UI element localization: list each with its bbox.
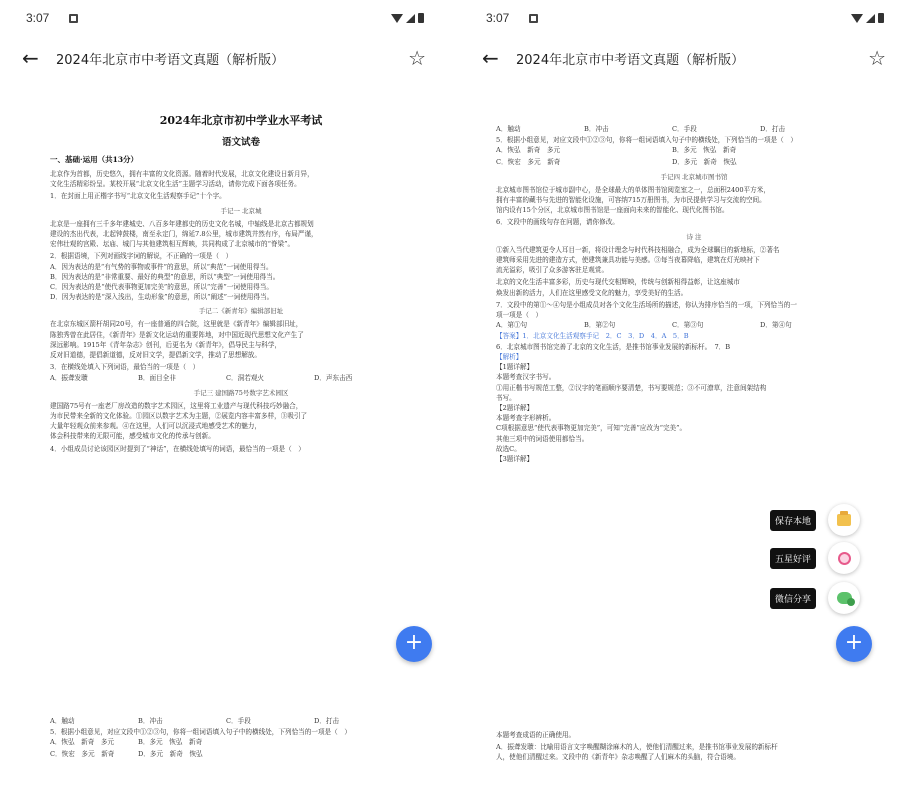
five-star-circle[interactable] (828, 542, 860, 574)
analysis-line: ①用正楷书写规范工整，②汉字的笔画顺序要清楚，书写要规范；③不可潦草，注意间架结构 (496, 383, 767, 392)
option: D．打击 (760, 125, 786, 133)
question-7-cont: 项一项是（ ） (496, 311, 543, 320)
note-line: 北京是一座拥有三千多年建城史、八百多年建都史的历史文化名城，中轴线是北京古都规划 (50, 219, 314, 228)
option: D．打击 (314, 717, 340, 725)
question-6: 6．文段中的画线句存在问题，请你修改。 (496, 218, 619, 227)
note-line: 建国路75号有一座老厂房改造的数字艺术园区，这里将工业遗产与现代科技巧妙融合， (50, 401, 303, 410)
app-bar (0, 40, 440, 76)
question-7: 7．文段中的第①～④句是小组成员对各个文化生活场所的描述，你认为排序恰当的一项，下列恰当的一 (496, 300, 797, 309)
options-row (496, 145, 892, 156)
option: C．因为表达的是“使代表事物更加完美”的意思，所以“完善”一词使用得当。 (50, 282, 273, 291)
note-line: 陈独秀曾在此居住，《新青年》是新文化运动的重要阵地，对中国近现代思想文化产生了 (50, 330, 304, 339)
question-1: 1．在封面上用正楷字书写“北京文化生活观察手记”十个字。 (50, 192, 226, 201)
option: A．触动 (50, 717, 75, 725)
note-line: 在北京东城区箭杆胡同20号，有一座普通的四合院，这里就是《新青年》编辑部旧址， (50, 320, 303, 329)
note-line: 拥有丰富的藏书与先进的智能化设施，可容纳715万册图书，为市民提供学习与交流的空间。 (496, 196, 766, 205)
analysis-line: 【3题详解】 (496, 455, 534, 464)
notification-icon (529, 14, 538, 23)
option: C．第③句 (672, 321, 704, 330)
note-line: 为市民带来全新的文化体验。①园区以数字艺术为主题，②展览内容丰富多样，③吸引了 (50, 411, 308, 420)
answer-line: 6．北京城市图书馆完善了北京的文化生活，是推书馆事业发展的新标杆。 7．B (496, 342, 731, 351)
analysis-line: 其他三项中的词语使用都恰当。 (496, 434, 589, 443)
note-title: 手记一 北京城 (220, 206, 262, 215)
options-row (50, 373, 432, 384)
back-arrow-icon[interactable]: ← (482, 46, 499, 70)
analysis-line: 故选C。 (496, 444, 521, 453)
options-row (496, 157, 892, 168)
analysis-line: C项根据意思“使代表事物更加完美”，可知“完善”应改为“完美”。 (496, 424, 687, 433)
status-bar (0, 0, 440, 36)
favorite-star-icon[interactable]: ☆ (408, 46, 426, 70)
wechat-icon (837, 592, 852, 604)
note-title: 手记二《新青年》编辑部旧址 (198, 307, 284, 316)
option: D．因为表达的是“深入浅出，生动形象”的意思，所以“阐述”一词使用得当。 (50, 293, 274, 302)
option: D．声东击西 (314, 373, 353, 382)
question-5: 5．根据小组意见，对应文段中①②③句，你将一组词语填入句子中的横线处，下列恰当的一项是（ ） (496, 136, 797, 145)
note-line: 反对旧道德，提倡新道德，反对旧文学，提倡新文学，推动了思想解放。 (50, 351, 261, 360)
note-line: 深远影响。1915年《青年杂志》创刊，后更名为《新青年》，倡导民主与科学， (50, 340, 282, 349)
section-heading: 一、基础·运用（共13分） (50, 155, 139, 164)
app-bar (460, 40, 900, 76)
wechat-share-button[interactable]: 微信分享 (770, 588, 816, 609)
analysis-label: 【解析】 (496, 352, 523, 361)
answer-line: 【答案】1．北京文化生活观察手记 2．C 3．D 4．A 5．B (496, 332, 689, 341)
app-title: 2024年北京市中考语文真题（解析版） (56, 52, 285, 68)
intro-line: 文化生活精彩纷呈。某校开展“北京文化生活”主题学习活动，请你完成下面各项任务。 (50, 180, 301, 189)
five-star-button[interactable]: 五星好评 (770, 548, 816, 569)
status-icons (391, 13, 424, 23)
poem-line: ①新入当代建筑更令人耳目一新，将设计理念与时代科技相融合，成为全球瞩目的新地标，②著名 (496, 245, 780, 254)
option: B．因为表达的是“非常重要、最好的典型”的意思，所以“典型”一词使用得当。 (50, 272, 280, 281)
right-screen (460, 0, 900, 800)
document-page-left (50, 112, 432, 454)
analysis-line: 本题考查汉字书写。 (496, 373, 556, 382)
option: C．恢宏 多元 新奇 (50, 749, 115, 758)
note-line: 北京城市图书馆位于城市副中心，是全球最大的单体图书馆阅览室之一，总面积2400平方米， (496, 185, 770, 194)
analysis-line: 本题考查字形辨析。 (496, 414, 556, 423)
option: B．第②句 (584, 321, 616, 330)
wechat-share-circle[interactable] (828, 582, 860, 614)
option: C．手段 (672, 125, 697, 133)
options-row (50, 737, 432, 748)
note-line: 体会科技带来的无限可能，感受城市文化的传承与创新。 (50, 432, 215, 441)
option: A．振聋发聩 (50, 373, 88, 382)
analysis-line: 书写。 (496, 393, 516, 402)
analysis-line: A．振聋发聩：比喻用语言文字唤醒糊涂麻木的人，使他们清醒过来，是推书馆事业发展的新标杆 (496, 743, 778, 752)
option: B．面目全非 (138, 373, 176, 382)
option: D．多元 新奇 恢弘 (672, 157, 737, 166)
status-time: 3:07 (486, 11, 510, 25)
document-page-right (496, 124, 892, 464)
option: A．恢弘 新奇 多元 (50, 738, 115, 747)
note-title: 手记三 建国路75号数字艺术园区 (193, 388, 289, 397)
intro-line: 北京作为首都，历史悠久，拥有丰富的文化资源。随着时代发展，北京文化建设日新月异， (50, 170, 314, 178)
wifi-icon (851, 14, 863, 23)
question-4: 4．小组成员讨论该园区时提到了“神话”，在横线处填写的词语，最恰当的一项是（ ） (50, 444, 305, 453)
note-line: 馆内设有15个分区，北京城市图书馆是一座面向未来的智能化、现代化图书馆。 (496, 206, 729, 215)
battery-icon (878, 13, 884, 23)
analysis-line: 人，使他们清醒过来。文段中的《新青年》杂志唤醒了人们麻木的头脑，符合语境。 (496, 753, 740, 762)
question-2: 2．根据语境，下列对画线字词的解说，不正确的一项是（ ） (50, 252, 233, 261)
app-title: 2024年北京市中考语文真题（解析版） (516, 52, 745, 68)
poem-label: 诗 注 (686, 232, 702, 241)
doc-subtitle: 语文试卷 (221, 137, 260, 148)
poem-line: 焕发出新的活力，人们在这里感受文化的魅力，享受美好的生活。 (496, 288, 688, 297)
analysis-line: 【1题详解】 (496, 363, 534, 372)
option: B．多元 恢弘 新奇 (672, 146, 737, 155)
notification-icon (69, 14, 78, 23)
save-local-action[interactable] (770, 504, 860, 536)
poem-line: 北京的文化生活丰富多彩，历史与现代交相辉映，传统与创新相得益彰，让这座城市 (496, 278, 740, 287)
back-arrow-icon[interactable]: ← (22, 46, 39, 70)
note-line: 宏伟壮观的宫殿、坛庙、城门与其他建筑相互辉映，共同构成了北京城市的“脊梁”。 (50, 240, 295, 249)
options-row (496, 124, 892, 135)
signal-icon (406, 14, 415, 23)
option: B．多元 恢弘 新奇 (138, 738, 203, 747)
options-row (50, 716, 432, 727)
poem-line: 流光溢彩，吸引了众多游客驻足观赏。 (496, 266, 609, 275)
add-fab-button[interactable]: + (396, 626, 432, 662)
status-time: 3:07 (26, 11, 50, 25)
document-page-left-next (50, 716, 432, 760)
option: B．冲击 (138, 717, 163, 725)
status-bar (460, 0, 900, 36)
option: C．恢宏 多元 新奇 (496, 157, 561, 166)
option: A．触动 (496, 125, 521, 133)
question-3: 3．在横线处填入下列词语，最恰当的一项是（ ） (50, 363, 200, 372)
option: D．多元 新奇 恢弘 (138, 749, 203, 758)
note-title: 手记四 北京城市图书馆 (660, 172, 728, 181)
wechat-share-action[interactable] (770, 582, 860, 614)
options-row (496, 320, 892, 331)
five-star-action[interactable] (770, 542, 860, 574)
option: A．因为表达的是“有气势的事物或事件”的意思，所以“典范”一词使用得当。 (50, 262, 273, 271)
rating-icon (838, 552, 851, 565)
document-page-right-next (496, 730, 892, 763)
add-fab-button[interactable]: + (836, 626, 872, 662)
note-line: 建设的杰出代表，北起钟鼓楼，南至永定门，绵延7.8公里，城市建筑井然有序，布局严谨， (50, 229, 318, 238)
option: A．恢弘 新奇 多元 (496, 146, 561, 155)
note-line: 大量年轻观众前来参观。④在这里，人们可以沉浸式地感受艺术的魅力， (50, 422, 261, 431)
status-icons (851, 13, 884, 23)
left-screen (0, 0, 440, 800)
folder-icon (837, 514, 851, 526)
options-row (50, 749, 432, 760)
option: C．手段 (226, 717, 251, 725)
battery-icon (418, 13, 424, 23)
option: A．第①句 (496, 321, 528, 330)
option: C．洞若观火 (226, 373, 265, 382)
signal-icon (866, 14, 875, 23)
doc-title: 2024年北京市初中学业水平考试 (159, 114, 323, 127)
save-local-circle[interactable] (828, 504, 860, 536)
favorite-star-icon[interactable]: ☆ (868, 46, 886, 70)
analysis-line: 本题考查成语的正确使用。 (496, 731, 576, 739)
save-local-button[interactable]: 保存本地 (770, 510, 816, 531)
wifi-icon (391, 14, 403, 23)
poem-line: 建筑师采用先进的建造方式，使建筑兼具功能与美感。③每当夜幕降临，建筑在灯光映衬下 (496, 255, 760, 264)
option: D．第④句 (760, 321, 792, 330)
analysis-line: 【2题详解】 (496, 403, 534, 412)
option: B．冲击 (584, 125, 609, 133)
question-5: 5．根据小组意见，对应文段中①②③句，你将一组词语填入句子中的横线处，下列恰当的一项是（ ） (50, 728, 351, 737)
